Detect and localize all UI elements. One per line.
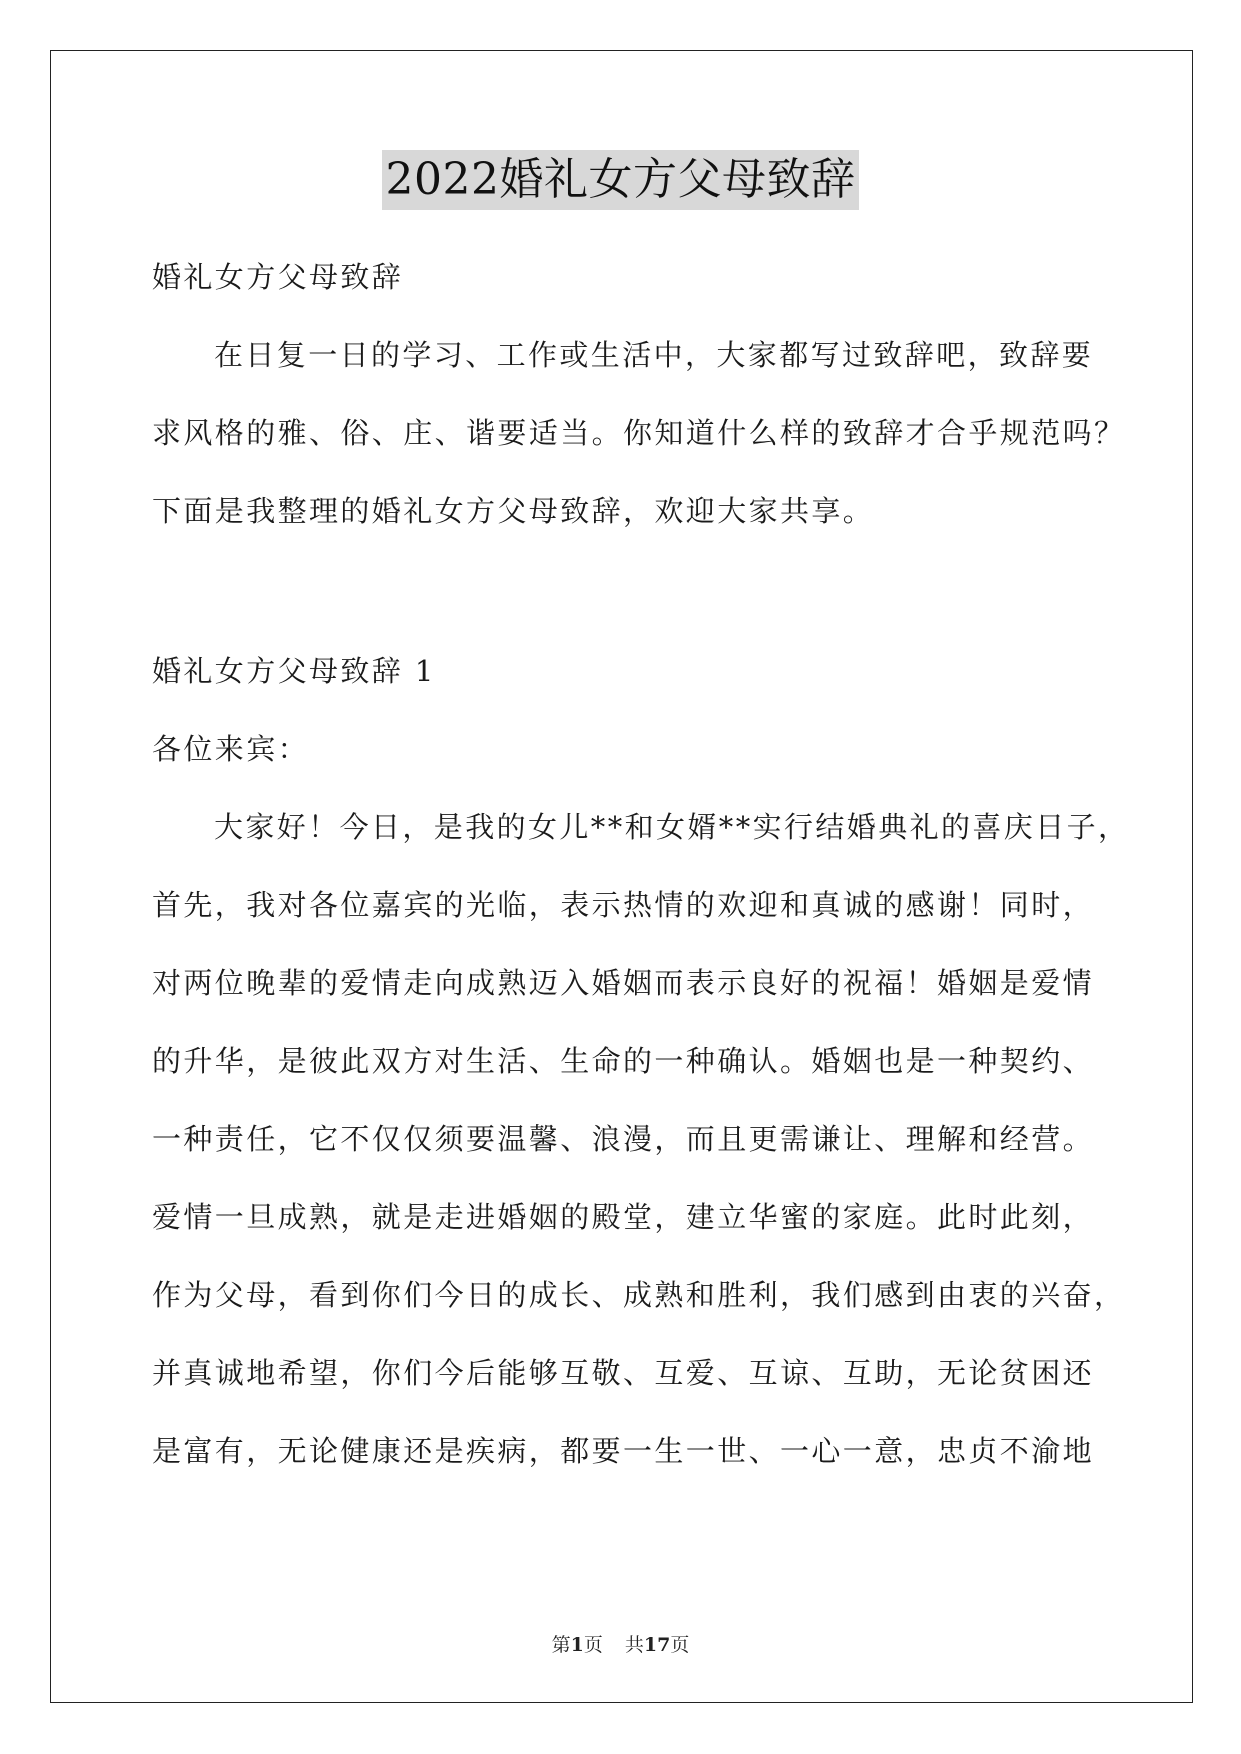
total-pages: 17 bbox=[643, 1634, 671, 1656]
salutation: 各位来宾： bbox=[152, 732, 310, 766]
paragraph-line: 作为父母，看到你们今日的成长、成熟和胜利，我们感到由衷的兴奋， bbox=[152, 1278, 1126, 1312]
document-title: 2022婚礼女方父母致辞 bbox=[382, 150, 860, 210]
current-page: 1 bbox=[570, 1634, 584, 1656]
page-number: 第1页 bbox=[551, 1634, 603, 1656]
paragraph-line: 对两位晚辈的爱情走向成熟迈入婚姻而表示良好的祝福！婚姻是爱情 bbox=[152, 966, 1095, 1000]
paragraph-line: 在日复一日的学习、工作或生活中，大家都写过致辞吧，致辞要 bbox=[214, 338, 1094, 372]
paragraph-line: 是富有，无论健康还是疾病，都要一生一世、一心一意，忠贞不渝地 bbox=[152, 1434, 1095, 1468]
paragraph-line: 下面是我整理的婚礼女方父母致辞，欢迎大家共享。 bbox=[152, 494, 875, 528]
paragraph-line: 大家好！今日，是我的女儿**和女婿**实行结婚典礼的喜庆日子， bbox=[214, 810, 1130, 844]
document-body bbox=[152, 238, 1130, 1490]
section-heading: 婚礼女方父母致辞 bbox=[152, 260, 404, 294]
paragraph-line: 并真诚地希望，你们今后能够互敬、互爱、互谅、互助，无论贫困还 bbox=[152, 1356, 1095, 1390]
paragraph-line: 的升华，是彼此双方对生活、生命的一种确认。婚姻也是一种契约、 bbox=[152, 1044, 1095, 1078]
paragraph-line: 首先，我对各位嘉宾的光临，表示热情的欢迎和真诚的感谢！同时， bbox=[152, 888, 1095, 922]
title-container bbox=[0, 150, 1241, 210]
page-footer bbox=[0, 1630, 1241, 1657]
page-total: 共17页 bbox=[624, 1634, 690, 1656]
paragraph-line: 一种责任，它不仅仅须要温馨、浪漫，而且更需谦让、理解和经营。 bbox=[152, 1122, 1095, 1156]
paragraph-line: 爱情一旦成熟，就是走进婚姻的殿堂，建立华蜜的家庭。此时此刻， bbox=[152, 1200, 1095, 1234]
paragraph-line: 求风格的雅、俗、庄、谐要适当。你知道什么样的致辞才合乎规范吗？ bbox=[152, 416, 1126, 450]
blank-line bbox=[152, 550, 1112, 632]
section-heading: 婚礼女方父母致辞 1 bbox=[152, 654, 436, 688]
